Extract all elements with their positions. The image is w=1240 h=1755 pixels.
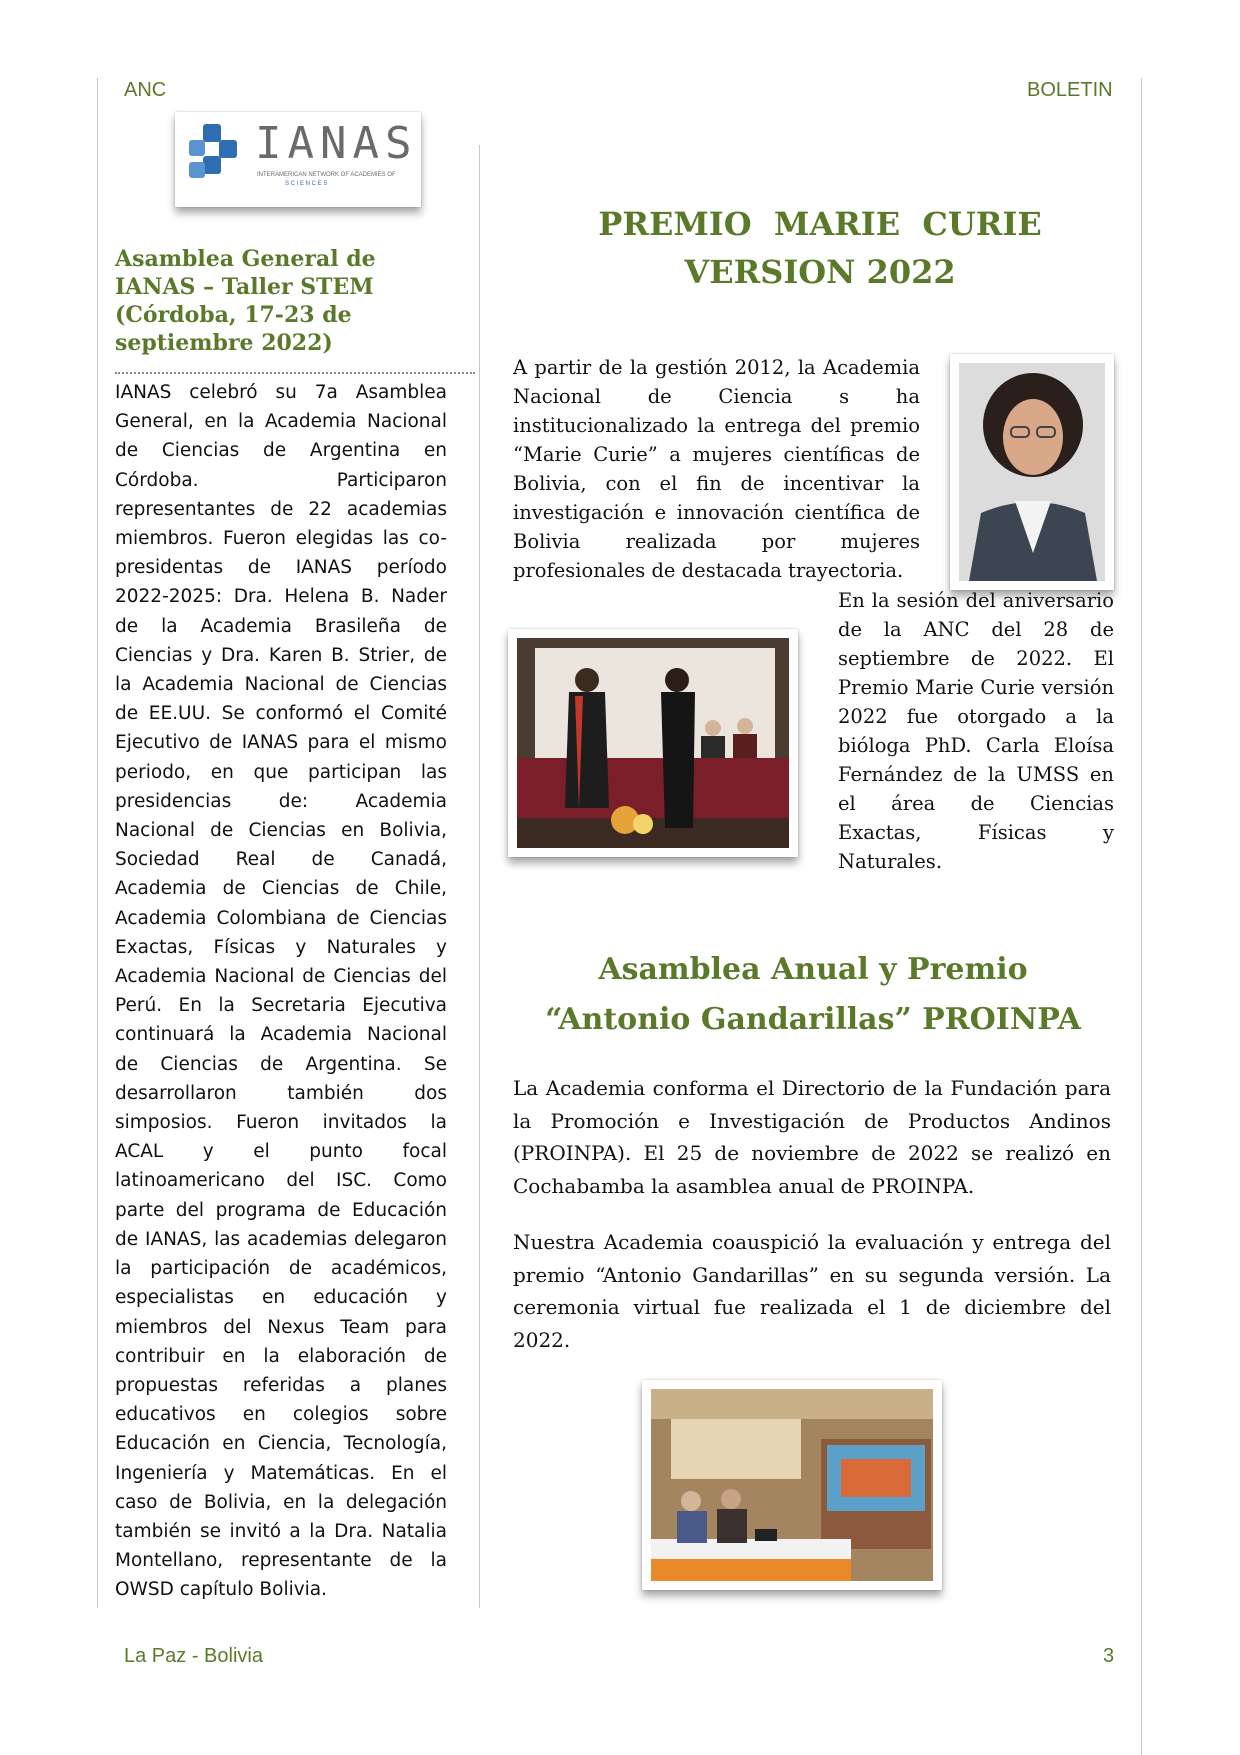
right-margin-rule (1141, 78, 1142, 1755)
ceremony-photo (508, 629, 798, 857)
page-number: 3 (1103, 1645, 1115, 1667)
ceremony-image (517, 638, 789, 848)
logo-subtitle: INTERAMERICAN NETWORK OF ACADEMIES OF (257, 172, 396, 178)
logo-subtitle-sciences: S C I E N C E S (285, 181, 328, 187)
proinpa-title (508, 945, 1118, 1045)
marie-curie-title-line2: VERSION 2022 (684, 253, 956, 291)
assembly-image (651, 1389, 933, 1581)
header-right: BOLETIN (1027, 79, 1113, 101)
assembly-photo (642, 1380, 942, 1590)
column-divider (479, 145, 480, 1608)
marie-curie-intro: A partir de la gestión 2012, la Academia Nacional de Ciencia s ha institucionalizado la entrega del premio “Marie Curie” a mujeres científicas de Bolivia, con el fin de incentivar la investigación e innovación científica de Bolivia realizada por mujeres profesionales de destacada trayectoria. (513, 356, 920, 582)
left-article-title: Asamblea General de IANAS – Taller STEM (Córdoba, 17-23 de septiembre 2022) (115, 246, 376, 356)
ianas-logo (175, 112, 421, 207)
proinpa-title-line2: “Antonio Gandarillas” PROINPA (545, 1002, 1081, 1037)
left-article-body: IANAS celebró su 7a Asamblea General, en la Academia Nacional de Ciencias de Argentina en Córdoba. Participaron representantes de 22 academias miembros. Fueron elegidas las co-presidentas de IANAS período 2022-2025: Dra. Helena B. Nader de la Academia Brasileña de Ciencias y Dra. Karen B. Strier, de la Academia Nacional de Ciencias de EE.UU. Se conformó el Comité Ejecutivo de IANAS para el mismo periodo, en que participan las presidencias de: Academia Nacional de Ciencias en Bolivia, Sociedad Real de Canadá, Academia de Ciencias de Chile, Academia Colombiana de Ciencias Exactas, Físicas y Naturales y Academia Nacional de Ciencias del Perú. En la Secretaria Ejecutiva continuará la Academia Nacional de Ciencias de Argentina. Se desarrollaron también dos simposios. Fueron invitados la ACAL y el punto focal latinoamericano del ISC. Como parte del programa de Educación de IANAS, las academias delegaron la participación de académicos, especialistas en educación y miembros del Nexus Team para contribuir en la elaboración de propuestas referidas a planes educativos en colegios sobre Educación en Ciencia, Tecnología, Ingeniería y Matemáticas. En el caso de Bolivia, en la delegación también se invitó a la Dra. Natalia Montellano, representante de la OWSD capítulo Bolivia. (115, 382, 447, 1601)
proinpa-para2: Nuestra Academia coauspició la evaluación y entrega del premio “Antonio Gandarillas” en su segunda versión. La ceremonia virtual fue realizada el 1 de diciembre del 2022. (513, 1230, 1111, 1352)
marie-curie-title (540, 200, 1100, 296)
dotted-divider (115, 372, 475, 374)
portrait-photo (959, 363, 1105, 581)
header-left: ANC (124, 79, 167, 101)
logo-wordmark: IANAS (255, 118, 418, 169)
proinpa-para1: La Academia conforma el Directorio de la Fundación para la Promoción e Investigación de Productos Andinos (PROINPA). El 25 de noviembre de 2022 se realizó en Cochabamba la asamblea anual de PROINPA. (513, 1076, 1111, 1198)
proinpa-title-line1: Asamblea Anual y Premio (598, 952, 1028, 987)
marie-curie-award: En la sesión del aniversario de la ANC del 28 de septiembre de 2022. El Premio Marie Curie versión 2022 fue otorgado a la bióloga PhD. Carla Eloísa Fernández de la UMSS en el área de Ciencias Exactas, Físicas y Naturales. (838, 589, 1114, 873)
footer-location: La Paz - Bolivia (124, 1645, 263, 1667)
marie-curie-title-line1: PREMIO MARIE CURIE (598, 205, 1042, 243)
left-margin-rule (97, 78, 98, 1608)
laureate-portrait (950, 354, 1114, 590)
